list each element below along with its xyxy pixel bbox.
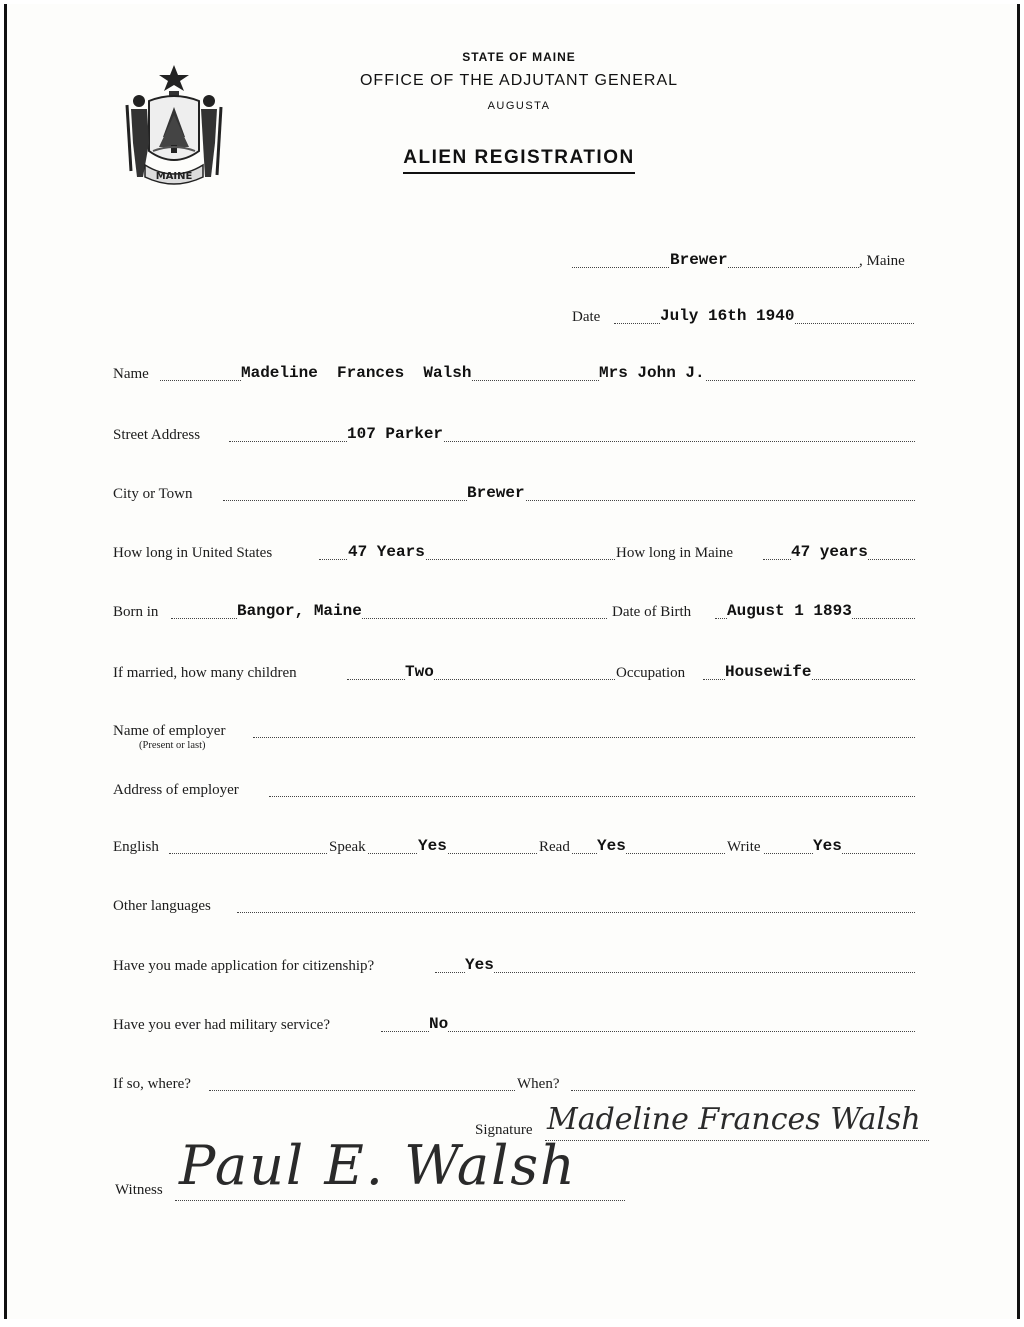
residence-duration-row (113, 540, 917, 564)
city-row (113, 481, 917, 505)
city-label: City or Town (113, 486, 193, 502)
place-value: Brewer (670, 251, 728, 269)
street-value: 107 Parker (347, 425, 444, 443)
read-value: Yes (597, 837, 626, 855)
write-value: Yes (813, 837, 842, 855)
name-row (113, 361, 917, 385)
write-label: Write (727, 839, 761, 855)
employer-name-row (113, 718, 917, 751)
employer-name-label: Name of employer (113, 723, 226, 739)
children-row (113, 660, 917, 684)
english-row (113, 834, 917, 858)
speak-value: Yes (418, 837, 447, 855)
where-label: If so, where? (113, 1076, 191, 1092)
military-label: Have you ever had military service? (113, 1017, 330, 1033)
header-office: OFFICE OF THE ADJUTANT GENERAL (359, 72, 679, 89)
street-label: Street Address (113, 427, 201, 443)
date-label: Date (572, 309, 601, 325)
date-value: July 16th 1940 (660, 307, 795, 325)
born-in-label: Born in (113, 604, 159, 620)
employer-address-row (113, 777, 917, 801)
header-city: AUGUSTA (487, 100, 551, 112)
married-name-value: Mrs John J. (599, 364, 705, 382)
children-value: Two (405, 663, 434, 681)
other-languages-label: Other languages (113, 898, 211, 914)
witness-signature: Paul E. Walsh (179, 1134, 577, 1197)
employer-address-label: Address of employer (113, 782, 239, 798)
witness-label: Witness (115, 1182, 163, 1198)
when-label: When? (517, 1076, 560, 1092)
military-row (113, 1012, 917, 1036)
place-row (572, 248, 917, 272)
maine-duration-label: How long in Maine (616, 545, 734, 561)
speak-label: Speak (329, 839, 366, 855)
dob-value: August 1 1893 (727, 602, 852, 620)
birth-row (113, 599, 917, 623)
signature-value: Madeline Frances Walsh (547, 1102, 921, 1137)
maine-duration-value: 47 years (791, 543, 868, 561)
name-label: Name (113, 366, 149, 382)
occupation-value: Housewife (725, 663, 812, 681)
signature-label: Signature (475, 1122, 533, 1138)
citizenship-label: Have you made application for citizenship? (113, 958, 375, 974)
born-in-value: Bangor, Maine (237, 602, 362, 620)
occupation-label: Occupation (616, 665, 686, 681)
military-value: No (429, 1015, 449, 1033)
city-value: Brewer (467, 484, 525, 502)
read-label: Read (539, 839, 570, 855)
dob-label: Date of Birth (612, 604, 692, 620)
citizenship-value: Yes (465, 956, 494, 974)
date-row (572, 304, 917, 328)
registration-form-page (4, 4, 1020, 1319)
street-row (113, 422, 917, 446)
us-duration-value: 47 Years (348, 543, 425, 561)
name-value: Madeline Frances Walsh (241, 364, 472, 382)
form-title: ALIEN REGISTRATION (7, 147, 1020, 169)
service-where-row (113, 1071, 917, 1095)
citizenship-row (113, 953, 917, 977)
english-label: English (113, 839, 159, 855)
us-duration-label: How long in United States (113, 545, 273, 561)
svg-text:MAINE: MAINE (155, 171, 193, 182)
place-label: , Maine (859, 253, 905, 269)
employer-name-sublabel: (Present or last) (139, 740, 206, 751)
header-state: STATE OF MAINE (462, 50, 576, 64)
children-label: If married, how many children (113, 665, 297, 681)
other-languages-row (113, 893, 917, 917)
